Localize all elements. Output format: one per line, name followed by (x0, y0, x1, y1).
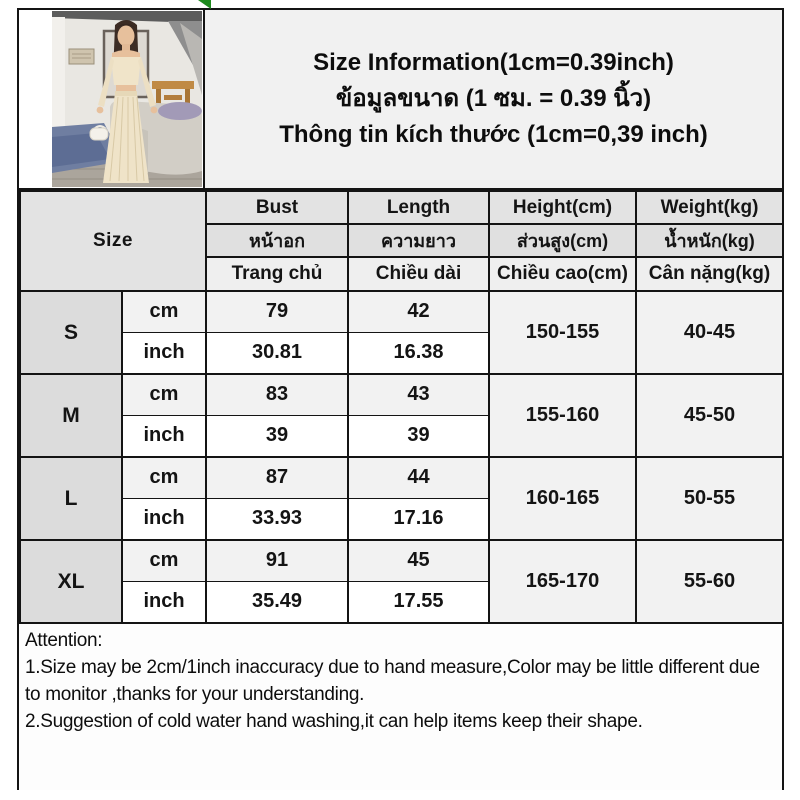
unit-cm: cm (122, 374, 206, 415)
title-vietnamese: Thông tin kích thước (1cm=0,39 inch) (279, 121, 708, 148)
size-label-m: M (20, 374, 122, 457)
col-height-th: ส่วนสูง(cm) (489, 224, 636, 257)
length-inch-s: 16.38 (348, 332, 489, 374)
col-weight-vi: Cân nặng(kg) (636, 257, 783, 291)
size-label-s: S (20, 291, 122, 374)
attention-heading: Attention: (25, 630, 103, 651)
attention-notes (19, 624, 782, 790)
height-range-l: 160-165 (489, 457, 636, 540)
attention-note-1: 1.Size may be 2cm/1inch inaccuracy due to hand measure,Color may be little different due to monitor ,thanks for your understanding. (25, 657, 760, 705)
col-height-en: Height(cm) (489, 191, 636, 224)
unit-cm: cm (122, 457, 206, 498)
weight-range-xl: 55-60 (636, 540, 783, 623)
col-weight-en: Weight(kg) (636, 191, 783, 224)
unit-cm: cm (122, 540, 206, 581)
green-corner-marker-icon (198, 0, 211, 9)
col-length-vi: Chiều dài (348, 257, 489, 291)
unit-inch: inch (122, 415, 206, 457)
title-thai: ข้อมูลขนาด (1 ซม. = 0.39 นิ้ว) (335, 85, 652, 112)
length-cm-l: 44 (348, 457, 489, 498)
size-label-l: L (20, 457, 122, 540)
height-range-xl: 165-170 (489, 540, 636, 623)
length-cm-xl: 45 (348, 540, 489, 581)
product-photo-cell (19, 10, 205, 188)
col-bust-vi: Trang chủ (206, 257, 348, 291)
col-weight-th: น้ำหนัก(kg) (636, 224, 783, 257)
bust-inch-m: 39 (206, 415, 348, 457)
product-photo (52, 11, 202, 187)
col-bust-th: หน้าอก (206, 224, 348, 257)
size-table (19, 190, 784, 624)
length-inch-l: 17.16 (348, 498, 489, 540)
bust-cm-s: 79 (206, 291, 348, 332)
length-cm-m: 43 (348, 374, 489, 415)
bust-inch-xl: 35.49 (206, 581, 348, 623)
weight-range-m: 45-50 (636, 374, 783, 457)
weight-range-l: 50-55 (636, 457, 783, 540)
size-header: Size (20, 191, 206, 291)
height-range-m: 155-160 (489, 374, 636, 457)
length-inch-xl: 17.55 (348, 581, 489, 623)
length-cm-s: 42 (348, 291, 489, 332)
bust-inch-s: 30.81 (206, 332, 348, 374)
attention-note-2: 2.Suggestion of cold water hand washing,it can help items keep their shape. (25, 711, 643, 732)
size-label-xl: XL (20, 540, 122, 623)
height-range-s: 150-155 (489, 291, 636, 374)
bust-cm-xl: 91 (206, 540, 348, 581)
col-height-vi: Chiều cao(cm) (489, 257, 636, 291)
col-length-th: ความยาว (348, 224, 489, 257)
title-english: Size Information(1cm=0.39inch) (313, 49, 674, 76)
length-inch-m: 39 (348, 415, 489, 457)
size-chart-sheet (17, 8, 784, 790)
unit-cm: cm (122, 291, 206, 332)
unit-inch: inch (122, 332, 206, 374)
title-block (205, 10, 782, 188)
col-length-en: Length (348, 191, 489, 224)
col-bust-en: Bust (206, 191, 348, 224)
bust-cm-l: 87 (206, 457, 348, 498)
bust-inch-l: 33.93 (206, 498, 348, 540)
top-band (19, 10, 782, 190)
bust-cm-m: 83 (206, 374, 348, 415)
weight-range-s: 40-45 (636, 291, 783, 374)
unit-inch: inch (122, 581, 206, 623)
unit-inch: inch (122, 498, 206, 540)
